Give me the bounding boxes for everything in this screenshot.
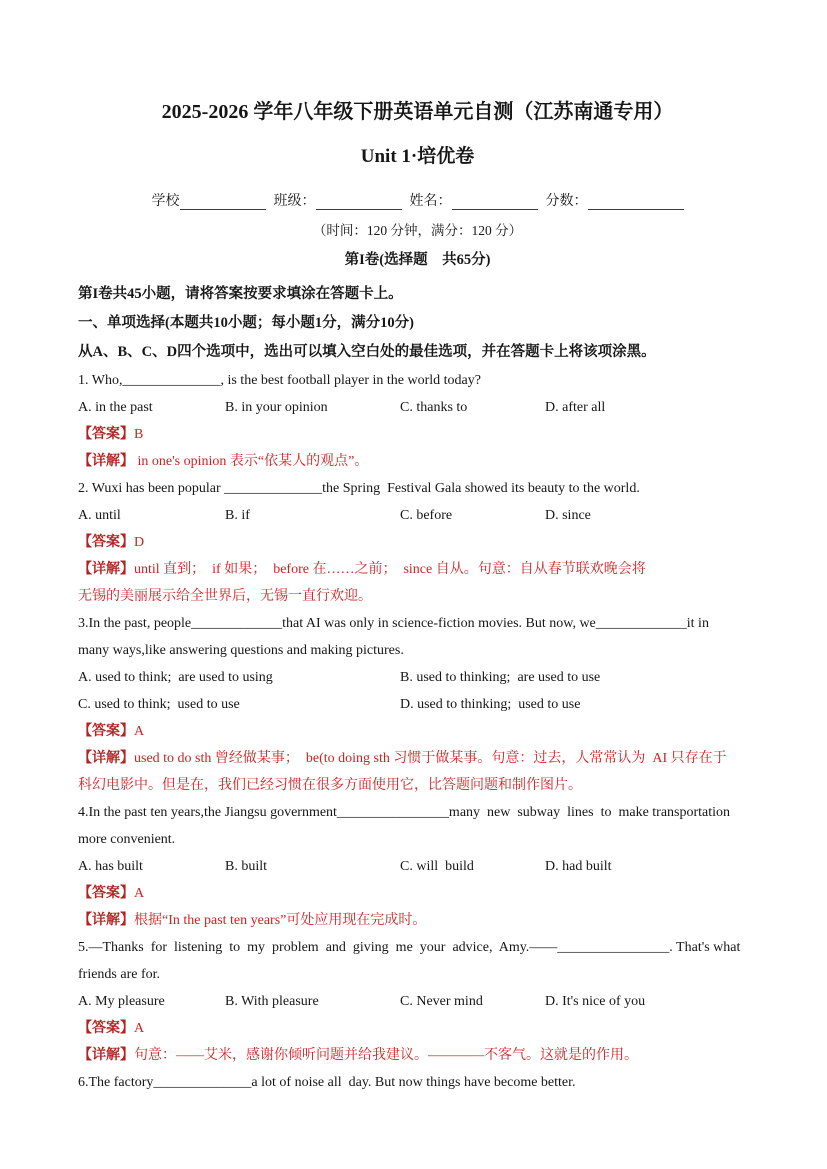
option: D. had built <box>545 859 612 874</box>
question-block <box>78 475 767 610</box>
name-field <box>410 190 546 210</box>
options-row <box>78 691 767 718</box>
school-field <box>152 190 274 210</box>
option: B. built <box>225 859 268 874</box>
option: C. will build <box>400 859 474 874</box>
answer-line <box>78 718 767 745</box>
class-field <box>274 190 410 210</box>
answer-value: D <box>134 535 145 550</box>
question-block <box>78 1069 767 1096</box>
analysis-text: used to do sth 曾经做某事； be(to doing sth 习惯于做某事。句意：过去，人常常认为 AI 只存在于 <box>134 751 727 766</box>
school-label: 学校 <box>151 194 180 209</box>
answer-value: A <box>134 1021 145 1036</box>
analysis-line <box>78 583 767 610</box>
option: D. since <box>545 508 591 523</box>
option: B. if <box>225 508 250 523</box>
question-block <box>78 610 767 799</box>
analysis-text: 科幻电影中。但是在，我们已经习惯在很多方面使用它，比答题问题和制作图片。 <box>78 778 582 793</box>
options-row <box>78 664 767 691</box>
analysis-text: in one's opinion 表示“依某人的观点”。 <box>134 454 369 469</box>
answer-marker: 【答案】 <box>78 724 134 739</box>
analysis-text: 根据“In the past ten years”可处应用现在完成时。 <box>134 913 427 928</box>
answer-marker: 【答案】 <box>78 1021 134 1036</box>
question-stem-line: more convenient. <box>78 832 176 847</box>
class-blank <box>316 194 402 210</box>
answer-marker: 【答案】 <box>78 886 134 901</box>
option: A. used to think; are used to using <box>78 670 273 685</box>
options-row <box>78 988 767 1015</box>
answer-line <box>78 529 767 556</box>
analysis-text: 无锡的美丽展示给全世界后，无锡一直行欢迎。 <box>78 589 372 604</box>
option: D. It's nice of you <box>545 994 646 1009</box>
answer-value: A <box>134 886 145 901</box>
analysis-text: until 直到； if 如果； before 在……之前； since 自从。句意：自从春节联欢晚会将 <box>134 562 646 577</box>
score-label: 分数： <box>545 194 588 209</box>
exam-title: 2025-2026 学年八年级下册英语单元自测（江苏南通专用） <box>161 101 674 123</box>
analysis-line <box>78 1042 767 1069</box>
options-row <box>78 502 767 529</box>
answer-value: B <box>134 427 144 442</box>
option: A. in the past <box>78 400 153 415</box>
answer-value: A <box>134 724 145 739</box>
analysis-line <box>78 907 767 934</box>
answer-marker: 【答案】 <box>78 535 134 550</box>
option: C. before <box>400 508 453 523</box>
analysis-line <box>78 448 767 475</box>
analysis-text: 句意：——艾米，感谢你倾听问题并给我建议。————不客气。这就是的作用。 <box>134 1048 638 1063</box>
question-stem-line: 6.The factory______________a lot of noise all day. But now things have become better. <box>78 1075 576 1090</box>
analysis-line <box>78 772 767 799</box>
score-field <box>546 190 684 210</box>
question-block <box>78 367 767 475</box>
question-stem-line: 2. Wuxi has been popular ______________the Spring Festival Gala showed its beauty to the world. <box>78 481 640 496</box>
question-stem-line: 4.In the past ten years,the Jiangsu government________________many new subway lines to make transportation <box>78 805 731 820</box>
question-stem-line: 1. Who,______________, is the best football player in the world today? <box>78 373 481 388</box>
analysis-marker: 【详解】 <box>78 454 134 469</box>
analysis-marker: 【详解】 <box>78 751 134 766</box>
option: C. thanks to <box>400 400 468 415</box>
student-info-row <box>68 190 767 210</box>
option: B. in your opinion <box>225 400 328 415</box>
answer-line <box>78 1015 767 1042</box>
score-blank <box>588 194 684 210</box>
name-blank <box>452 194 538 210</box>
options-row <box>78 394 767 421</box>
question-stem-line: many ways,like answering questions and making pictures. <box>78 643 404 658</box>
analysis-marker: 【详解】 <box>78 562 134 577</box>
exam-subtitle: Unit 1·培优卷 <box>360 146 475 167</box>
question-stem-line: 3.In the past, people_____________that AI was only in science-fiction movies. But now, we_____________it in <box>78 616 709 631</box>
option: B. With pleasure <box>225 994 319 1009</box>
time-score-line: （时间：120 分钟，满分：120 分） <box>312 223 523 238</box>
volume-note: 第I卷共45小题，请将答案按要求填涂在答题卡上。 <box>78 286 403 302</box>
analysis-marker: 【详解】 <box>78 913 134 928</box>
question-block <box>78 934 767 1069</box>
option: C. used to think; used to use <box>78 697 240 712</box>
options-row <box>78 853 767 880</box>
option: A. My pleasure <box>78 994 165 1009</box>
option: A. until <box>78 508 121 523</box>
option: D. used to thinking; used to use <box>400 697 581 712</box>
option: D. after all <box>545 400 606 415</box>
name-label: 姓名： <box>409 194 452 209</box>
volume-title: 第I卷(选择题 共65分) <box>344 252 491 268</box>
answer-line <box>78 880 767 907</box>
analysis-line <box>78 745 767 772</box>
option: B. used to thinking; are used to use <box>400 670 601 685</box>
school-blank <box>180 194 266 210</box>
option: A. has built <box>78 859 143 874</box>
part-title: 一、单项选择(本题共10小题；每小题1分，满分10分) <box>78 315 414 331</box>
class-label: 班级： <box>273 194 316 209</box>
analysis-line <box>78 556 767 583</box>
part-instruction: 从A、B、C、D四个选项中，选出可以填入空白处的最佳选项，并在答题卡上将该项涂黑。 <box>78 344 656 360</box>
questions <box>78 367 767 1096</box>
option: C. Never mind <box>400 994 483 1009</box>
analysis-marker: 【详解】 <box>78 1048 134 1063</box>
answer-marker: 【答案】 <box>78 427 134 442</box>
question-stem-line: friends are for. <box>78 967 161 982</box>
question-stem-line: 5.—Thanks for listening to my problem and giving me your advice, Amy.——________________. That's what <box>78 940 741 955</box>
question-block <box>78 799 767 934</box>
answer-line <box>78 421 767 448</box>
